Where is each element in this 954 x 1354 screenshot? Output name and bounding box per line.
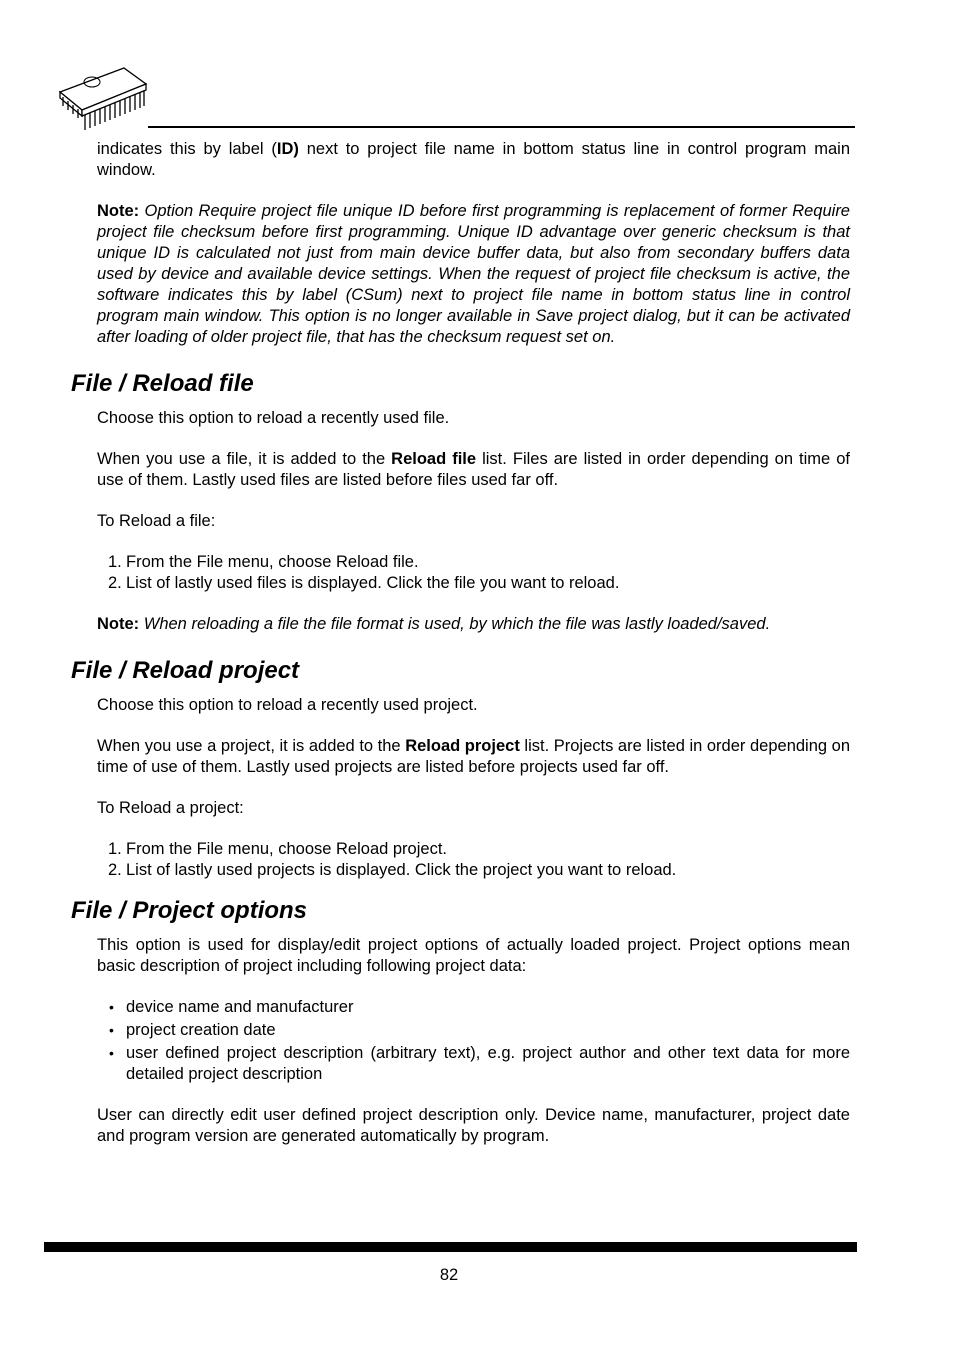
dip-chip-icon	[54, 62, 150, 136]
step-number: 1.	[108, 840, 122, 858]
step-number: 1.	[108, 553, 122, 571]
intro-note	[97, 201, 850, 348]
project-data-list	[97, 997, 850, 1085]
list-item	[97, 552, 850, 573]
reload-project-p2-c: list. Projects are listed in order depending on time of use of them. Lastly used projects are listed before projects used far off.	[97, 737, 851, 776]
footer-rule	[44, 1242, 857, 1252]
intro-paragraph	[97, 139, 850, 181]
step-text: From the File menu, choose Reload file.	[126, 553, 419, 571]
header-rule	[148, 126, 855, 128]
step-number: 2.	[108, 574, 122, 592]
note-label: Note:	[97, 615, 140, 633]
step-number: 2.	[108, 861, 122, 879]
reload-project-steps	[97, 839, 850, 881]
heading-reload-file: File / Reload file	[71, 370, 254, 397]
page-number: 82	[439, 1266, 459, 1284]
reload-file-p2	[97, 449, 850, 491]
note-text: When reloading a file the file format is used, by which the file was lastly loaded/saved.	[139, 615, 771, 633]
list-item	[97, 860, 850, 881]
reload-project-p2	[97, 736, 850, 778]
reload-project-p1: Choose this option to reload a recently used project.	[97, 696, 478, 714]
step-text: List of lastly used projects is displayed. Click the project you want to reload.	[126, 861, 677, 879]
note-label: Note:	[97, 202, 140, 220]
bullet-text: project creation date	[126, 1021, 276, 1039]
list-item	[97, 839, 850, 860]
reload-project-p2-a: When you use a project, it is added to the	[97, 737, 406, 755]
bullet-text: user defined project description (arbitrary text), e.g. project author and other text data for more detailed project description	[126, 1044, 850, 1083]
intro-text-c: next to project file name in bottom status line in control program main window.	[97, 140, 851, 179]
list-item	[97, 1020, 850, 1041]
project-options-p2: User can directly edit user defined project description only. Device name, manufacturer, project date and program version are generated automatically by program.	[97, 1106, 850, 1145]
heading-project-options: File / Project options	[71, 897, 308, 924]
heading-reload-project: File / Reload project	[71, 657, 300, 684]
note-text: Option Require project file unique ID before first programming is replacement of former Require project file checksum before first programming. Unique ID advantage over generic checksum is that unique ID is calculated not just from main device buffer data, but also from secondary buffers data used by device and available device settings. When the request of project file checksum is active, the software indicates this by label (CSum) next to project file name in bottom status line in control program main window. This option is no longer available in Save project dialog, but it can be activated after loading of older project file, that has the checksum request set on.	[97, 202, 850, 346]
reload-file-note	[97, 614, 850, 635]
step-text: From the File menu, choose Reload project.	[126, 840, 447, 858]
page-content	[71, 139, 851, 1167]
id-label: ID)	[276, 140, 299, 158]
step-text: List of lastly used files is displayed. Click the file you want to reload.	[126, 574, 620, 592]
reload-file-p3: To Reload a file:	[97, 512, 216, 530]
reload-file-p2-a: When you use a file, it is added to the	[97, 450, 392, 468]
bullet-icon: •	[109, 999, 114, 1015]
reload-project-term: Reload project	[405, 737, 520, 755]
list-item	[97, 1043, 850, 1085]
intro-text-a: indicates this by label (	[97, 140, 277, 158]
reload-project-p3: To Reload a project:	[97, 799, 244, 817]
bullet-text: device name and manufacturer	[126, 998, 354, 1016]
reload-file-term: Reload file	[391, 450, 477, 468]
bullet-icon: •	[109, 1045, 114, 1061]
list-item	[97, 997, 850, 1018]
reload-file-steps	[97, 552, 850, 594]
bullet-icon: •	[109, 1022, 114, 1038]
reload-file-p1: Choose this option to reload a recently used file.	[97, 409, 450, 427]
reload-file-p2-c: list. Files are listed in order depending on time of use of them. Lastly used files are listed before files used far off.	[97, 450, 850, 489]
project-options-p1: This option is used for display/edit project options of actually loaded project. Project options mean basic description of project including following project data:	[97, 936, 850, 975]
list-item	[97, 573, 850, 594]
